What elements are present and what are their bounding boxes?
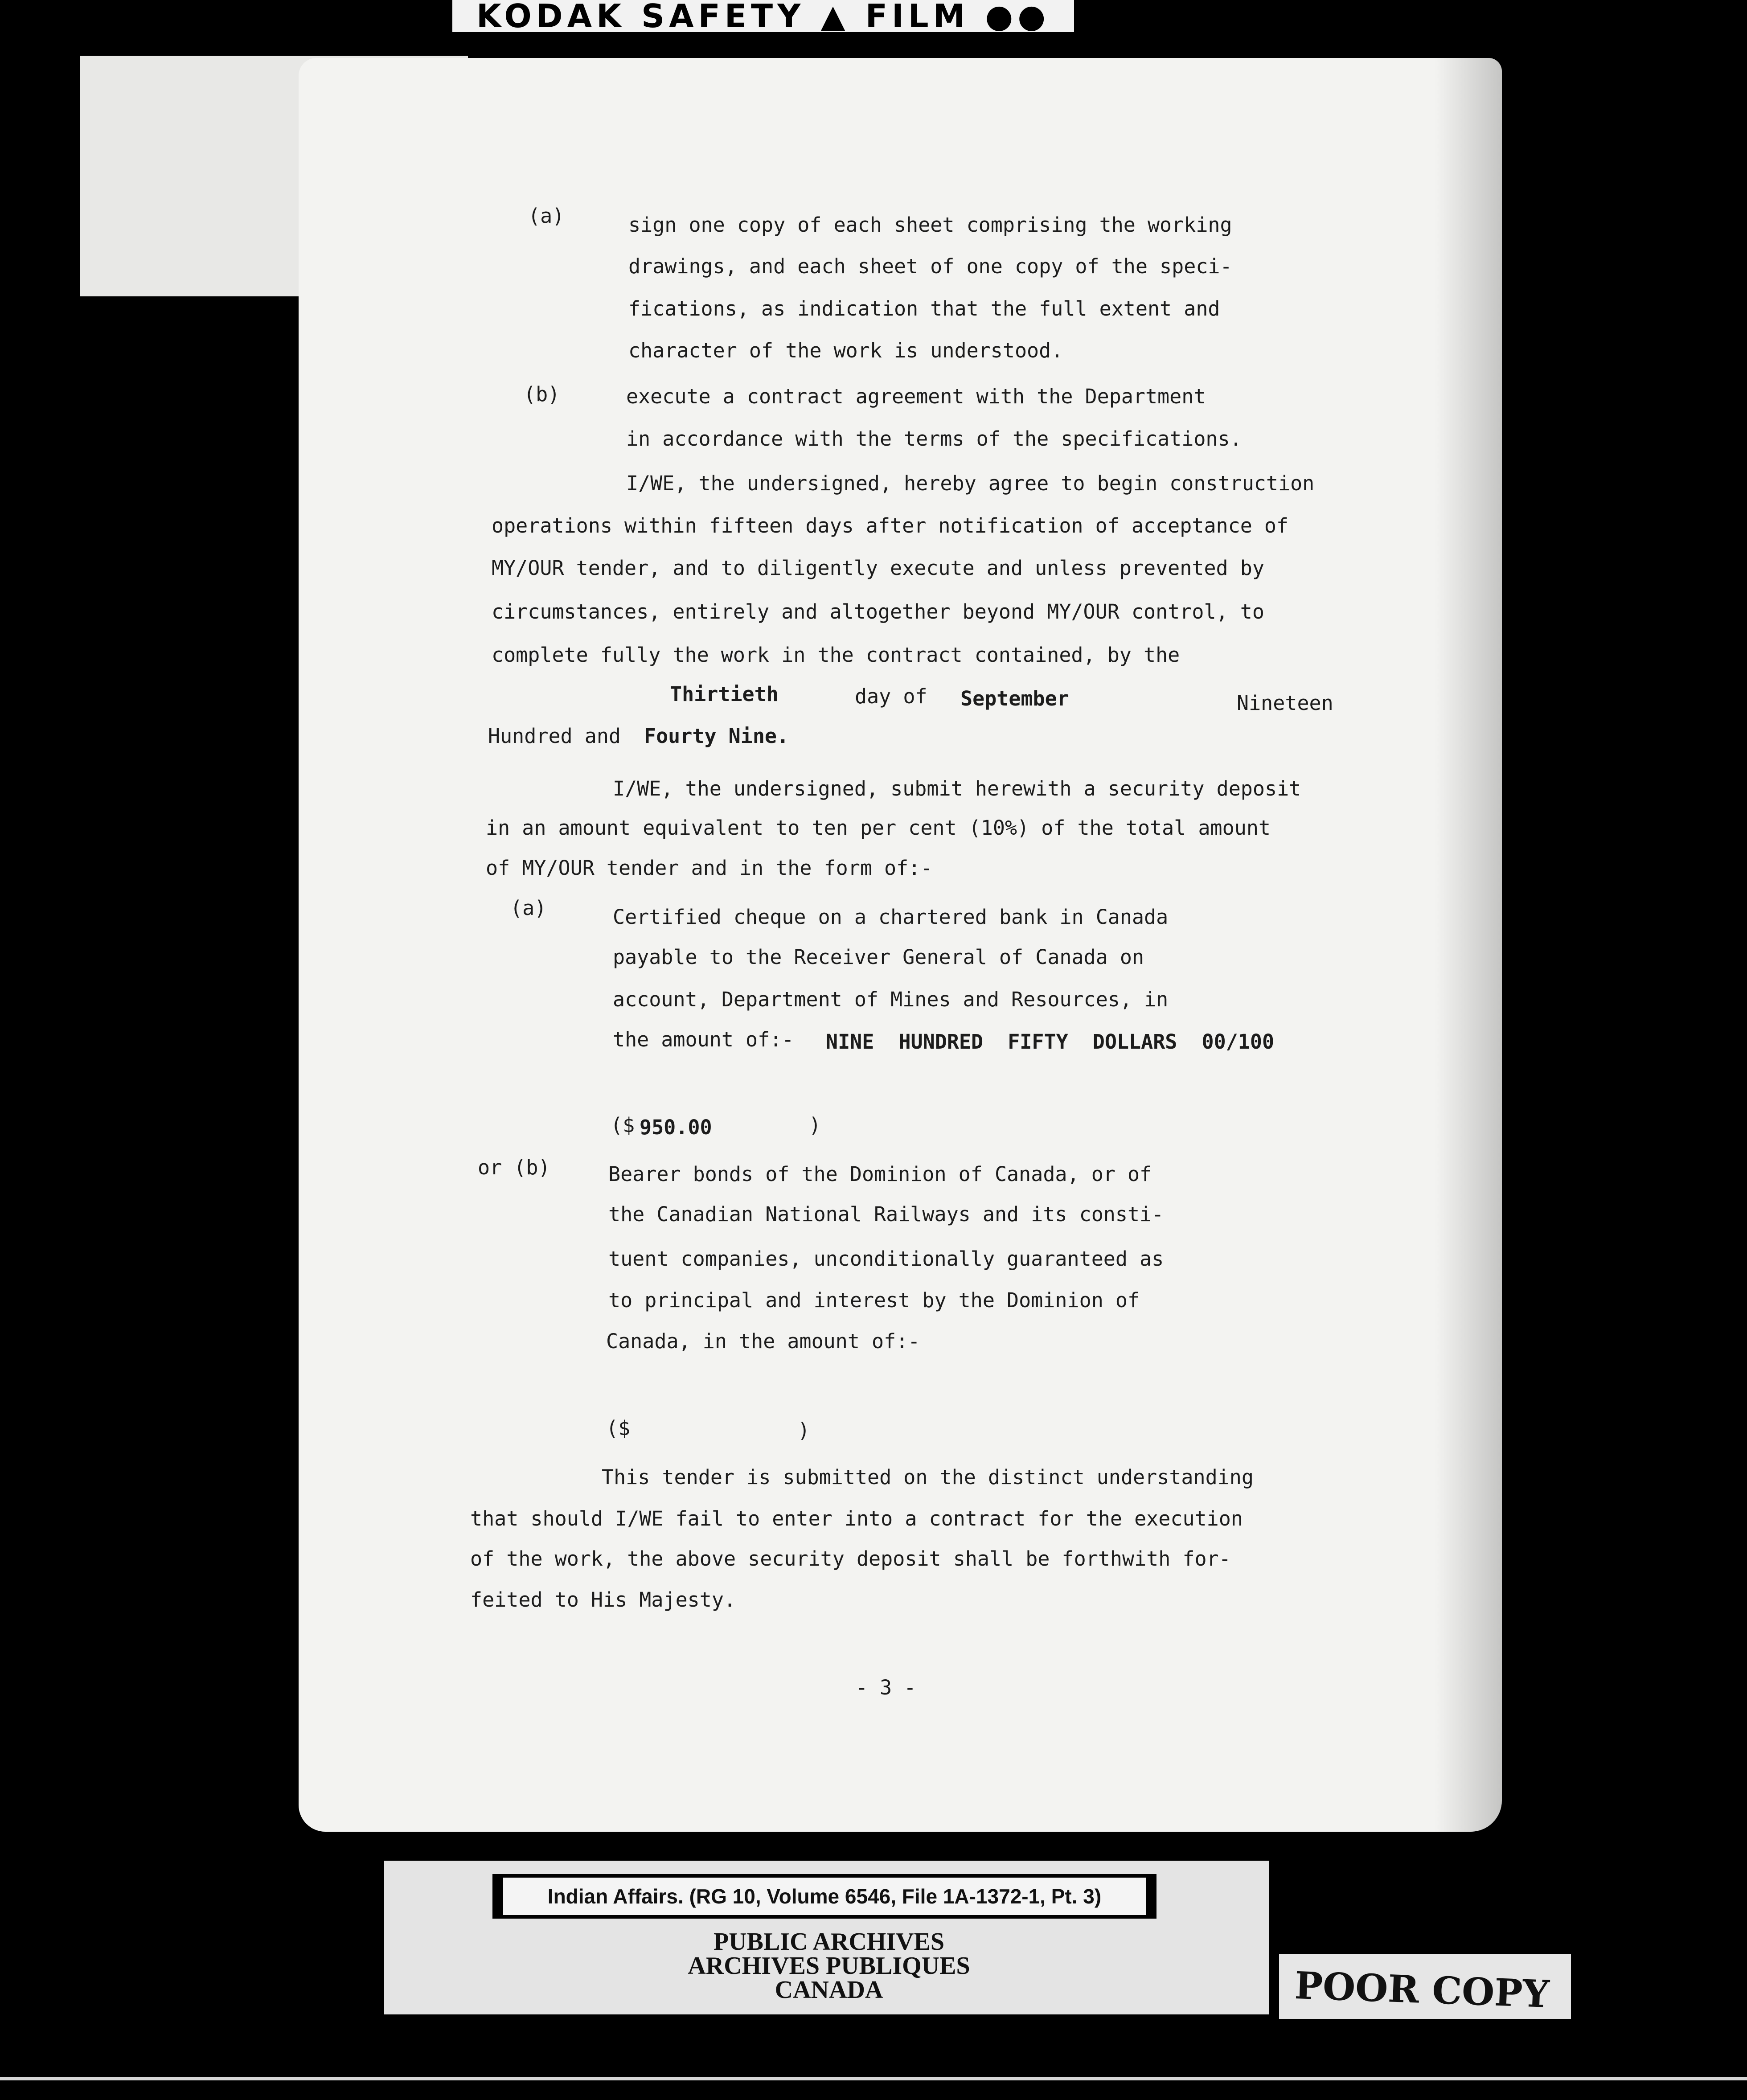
item-b-line-1: execute a contract agreement with the Department xyxy=(626,385,1206,408)
paragraph-1-line-5: complete fully the work in the contract contained, by the xyxy=(492,643,1180,667)
paragraph-3-line-2: that should I/WE fail to enter into a contract for the execution xyxy=(470,1507,1243,1530)
paragraph-1-line-4: circumstances, entirely and altogether beyond MY/OUR control, to xyxy=(492,600,1264,623)
bonds-line-4: to principal and interest by the Dominion of xyxy=(608,1288,1140,1312)
archive-stamp-line-1: PUBLIC ARCHIVES xyxy=(713,1928,945,1956)
bonds-line-5: Canada, in the amount of:- xyxy=(606,1329,920,1353)
paragraph-3-line-4: feited to His Majesty. xyxy=(470,1588,736,1612)
item-b-line-2: in accordance with the terms of the specifications. xyxy=(626,427,1242,451)
film-bottom-edge xyxy=(0,2077,1747,2080)
completion-day-of: day of xyxy=(855,685,927,708)
film-edge-header: KODAK SAFETY ▲ FILM ●● xyxy=(452,0,1074,32)
cheque-line-2: payable to the Receiver General of Canada on xyxy=(613,945,1144,969)
poor-copy-label: POOR COPY xyxy=(1294,1963,1550,2016)
cheque-amount-words: NINE HUNDRED FIFTY DOLLARS 00/100 xyxy=(826,1030,1275,1054)
completion-hundred-and: Hundred and xyxy=(488,724,621,748)
item-a-label: (a) xyxy=(528,204,565,228)
completion-year: Fourty Nine. xyxy=(644,724,789,748)
cheque-amount-figure: 950.00 xyxy=(640,1116,712,1139)
paragraph-3-line-1: This tender is submitted on the distinct understanding xyxy=(602,1465,1254,1489)
cheque-amount-open: ($ xyxy=(611,1113,635,1137)
paragraph-3-line-3: of the work, the above security deposit shall be forthwith for- xyxy=(470,1547,1231,1571)
cheque-line-3: account, Department of Mines and Resources, in xyxy=(613,988,1169,1011)
item-a-line-1: sign one copy of each sheet comprising the working xyxy=(628,213,1232,237)
paragraph-2-line-3: of MY/OUR tender and in the form of:- xyxy=(486,856,933,880)
bonds-label: or (b) xyxy=(478,1156,550,1179)
bonds-line-3: tuent companies, unconditionally guaranteed as xyxy=(608,1247,1164,1271)
paragraph-2-line-2: in an amount equivalent to ten per cent (10%) of the total amount xyxy=(486,816,1271,840)
archive-stamp xyxy=(615,1930,1043,2002)
bonds-amount-close: ) xyxy=(798,1419,810,1442)
item-a-line-3: fications, as indication that the full extent and xyxy=(628,297,1220,320)
paragraph-1-line-1: I/WE, the undersigned, hereby agree to begin construction xyxy=(626,472,1315,495)
bonds-amount-open: ($ xyxy=(606,1416,631,1440)
page-number: - 3 - xyxy=(856,1676,916,1699)
archive-reference-text: Indian Affairs. (RG 10, Volume 6546, File 1A-1372-1, Pt. 3) xyxy=(503,1878,1146,1915)
item-a-line-4: character of the work is understood. xyxy=(628,339,1063,362)
paragraph-1-line-3: MY/OUR tender, and to diligently execute and unless prevented by xyxy=(492,556,1264,580)
item-b-label: (b) xyxy=(524,382,560,406)
cheque-label: (a) xyxy=(510,896,547,920)
paragraph-1-line-2: operations within fifteen days after notification of acceptance of xyxy=(492,514,1289,537)
archive-stamp-line-2: ARCHIVES PUBLIQUES xyxy=(688,1952,970,1980)
cheque-amount-close: ) xyxy=(809,1113,821,1137)
bonds-line-2: the Canadian National Railways and its consti- xyxy=(608,1202,1164,1226)
archive-reference-label xyxy=(492,1874,1156,1919)
cheque-line-4: the amount of:- xyxy=(613,1028,794,1051)
paragraph-2-line-1: I/WE, the undersigned, submit herewith a security deposit xyxy=(613,777,1301,800)
archive-stamp-line-3: CANADA xyxy=(775,1976,883,2004)
completion-day: Thirtieth xyxy=(670,682,779,706)
cheque-line-1: Certified cheque on a chartered bank in Canada xyxy=(613,905,1169,929)
item-a-line-2: drawings, and each sheet of one copy of the speci- xyxy=(628,254,1232,278)
bonds-line-1: Bearer bonds of the Dominion of Canada, or of xyxy=(608,1162,1152,1186)
completion-month: September xyxy=(960,687,1069,710)
completion-nineteen: Nineteen xyxy=(1237,691,1333,715)
